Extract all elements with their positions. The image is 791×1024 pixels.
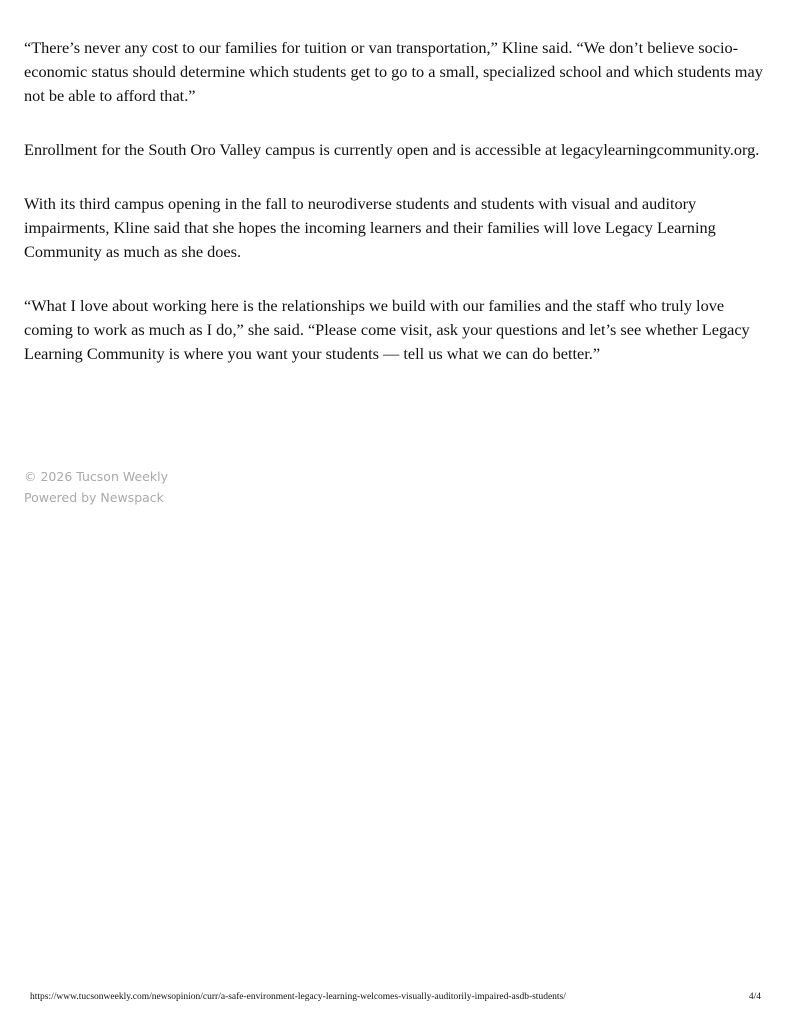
site-footer <box>24 467 168 508</box>
powered-by-link[interactable]: Powered by Newspack <box>24 489 164 505</box>
page-url: https://www.tucsonweekly.com/newsopinion/curr/a-safe-environment-legacy-learning-welcomes-visually-auditorily-impaired-asdb-students/ <box>30 992 566 1002</box>
paragraph-relationships-quote: “What I love about working here is the relationships we build with our families and the staff who truly love coming to work as much as I do,” she said. “Please come visit, ask your questions and let’s see whether Legacy Learning Community is where you want your students — tell us what we can do better.” <box>24 296 750 363</box>
paragraph-tuition-quote: “There’s never any cost to our families for tuition or van transportation,” Kline said. “We don’t believe socio-economic status should determine which students get to go to a small, specialized school and which students may not be able to afford that.” <box>24 38 763 105</box>
paragraph-enrollment: Enrollment for the South Oro Valley campus is currently open and is accessible at legacylearningcommunity.org. <box>24 140 760 159</box>
page-number: 4/4 <box>748 992 761 1002</box>
print-footer <box>30 992 761 1002</box>
copyright-text: © 2026 Tucson Weekly <box>24 469 168 484</box>
paragraph-third-campus: With its third campus opening in the fall to neurodiverse students and students with visual and auditory impairments, Kline said that she hopes the incoming learners and their families will love Legacy Learning Community as much as she does. <box>24 194 716 261</box>
article-body <box>24 36 764 396</box>
